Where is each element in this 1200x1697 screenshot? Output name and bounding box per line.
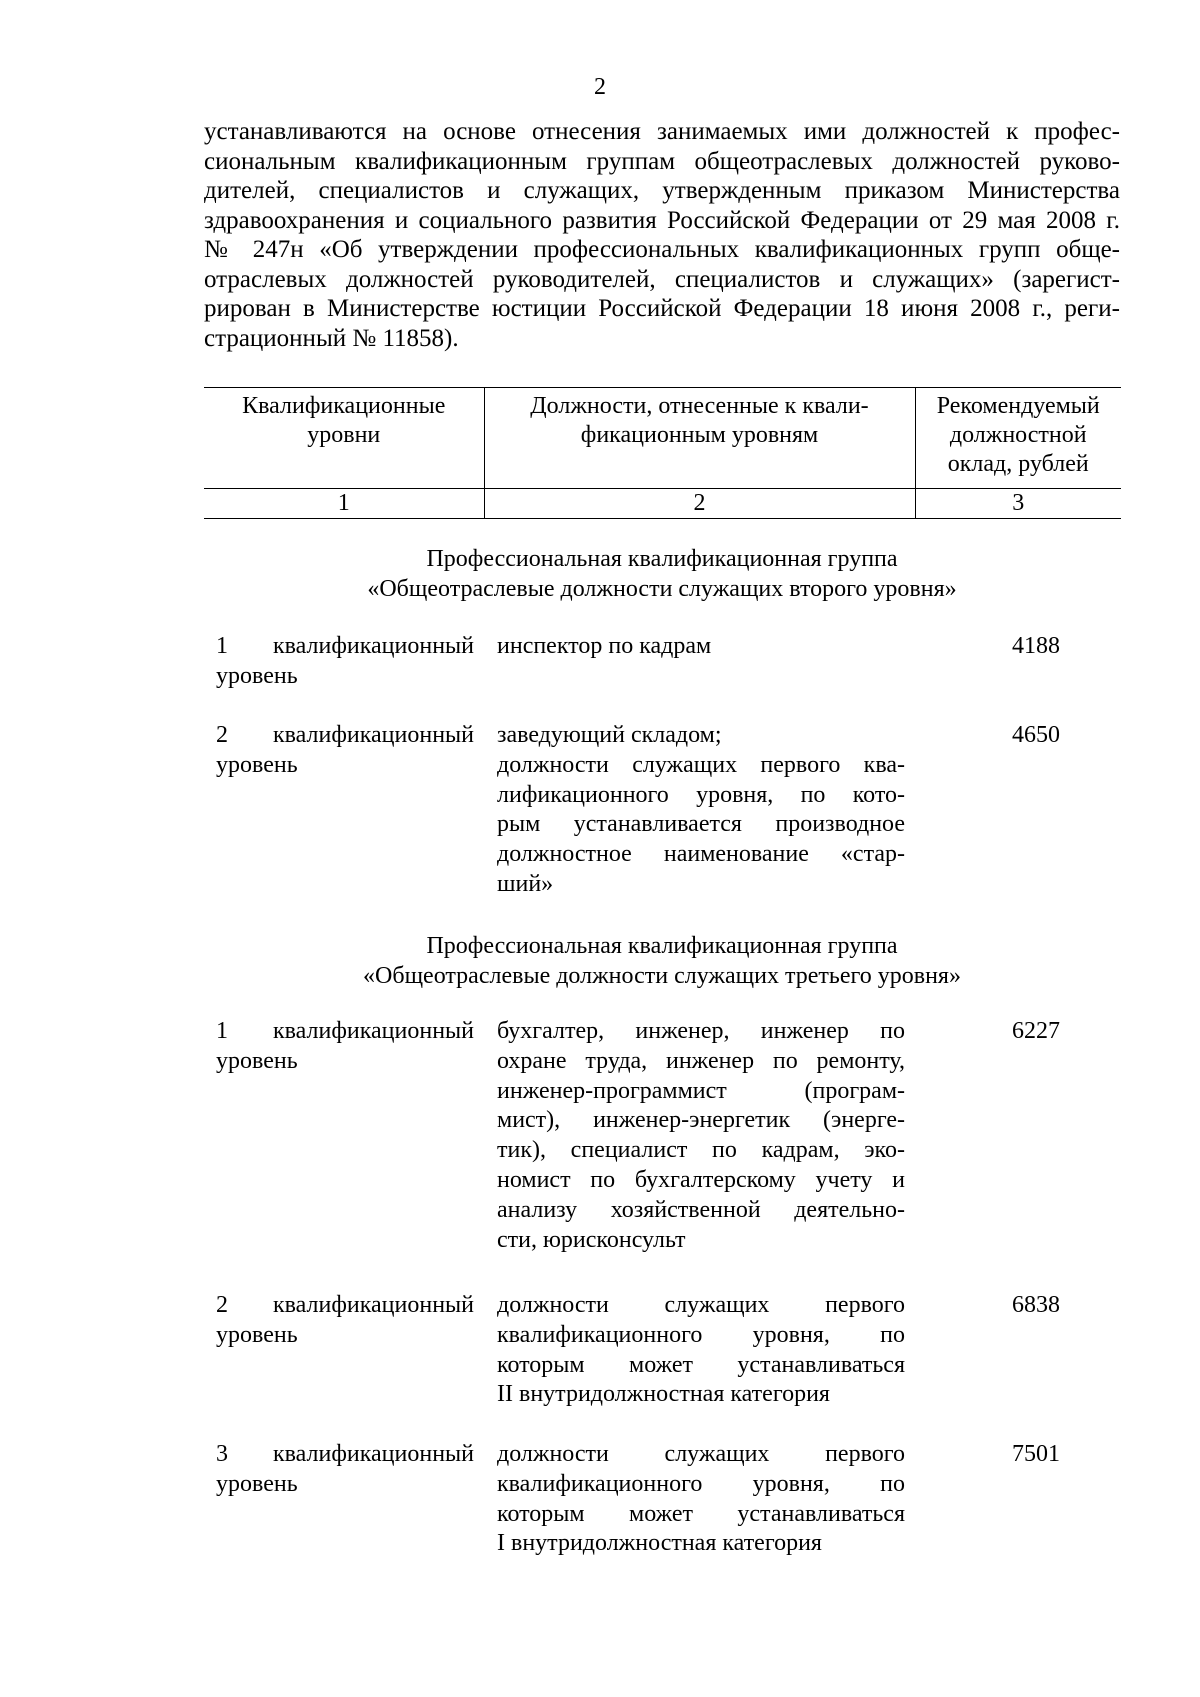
- group-title-line: «Общеотраслевые должности служащих второго уровня»: [367, 576, 957, 602]
- positions-cell: [497, 1017, 905, 1255]
- intro-line: устанавливаются на основе отнесения занимаемых ими должностей к профес-: [204, 118, 1120, 145]
- header-levels: [204, 388, 484, 489]
- positions-cell: [497, 1291, 905, 1410]
- level-line: уровень: [216, 751, 298, 778]
- position-line: ший»: [497, 870, 554, 897]
- position-line: инспектор по кадрам: [497, 633, 712, 659]
- position-line: номист по бухгалтерскому учету и: [497, 1166, 905, 1193]
- intro-line: № 247н «Об утверждении профессиональных квалификационных групп обще-: [204, 236, 1120, 263]
- intro-line: отраслевых должностей руководителей, специалистов и служащих» (зарегист-: [204, 265, 1120, 293]
- table-header: [204, 387, 1121, 519]
- header-line: должностной: [949, 422, 1087, 448]
- level-line: 2 квалификационный: [216, 722, 474, 748]
- position-line: должности служащих первого: [497, 1292, 905, 1318]
- position-line: сти, юрисконсульт: [497, 1226, 686, 1253]
- position-line: инженер-программист (програм-: [497, 1077, 905, 1104]
- header-line: Квалификационные: [242, 393, 446, 419]
- level-line: уровень: [216, 662, 298, 689]
- position-line: I внутридолжностная категория: [497, 1530, 822, 1557]
- position-line: II внутридолжностная категория: [497, 1381, 830, 1408]
- salary-cell: 6838: [1012, 1292, 1060, 1318]
- header-positions: [484, 388, 915, 489]
- column-number: 1: [204, 489, 484, 519]
- group-title-line: Профессиональная квалификационная группа: [426, 933, 898, 959]
- positions-cell: [497, 721, 905, 900]
- page-number: 2: [594, 74, 606, 100]
- header-line: уровни: [307, 422, 381, 448]
- level-cell: [216, 721, 474, 781]
- position-line: рым устанавливается производное: [497, 811, 905, 838]
- positions-cell: [497, 632, 905, 662]
- position-line: квалификационного уровня, по: [497, 1470, 905, 1497]
- salary-cell: 6227: [1012, 1018, 1060, 1044]
- position-line: должностное наименование «стар-: [497, 841, 905, 868]
- position-line: лификационного уровня, по кото-: [497, 781, 905, 808]
- position-line: охране труда, инженер по ремонту,: [497, 1047, 905, 1074]
- intro-line: здравоохранения и социального развития Российской Федерации от 29 мая 2008 г.: [204, 206, 1120, 234]
- intro-line: дителей, специалистов и служащих, утвержденным приказом Министерства: [204, 177, 1120, 204]
- position-line: которым может устанавливаться: [497, 1351, 905, 1378]
- intro-line: страционный № 11858).: [204, 324, 459, 352]
- level-line: 2 квалификационный: [216, 1292, 474, 1318]
- header-line: Рекомендуемый: [936, 393, 1100, 419]
- column-number: 3: [915, 489, 1121, 519]
- position-line: тик), специалист по кадрам, эко-: [497, 1137, 905, 1164]
- level-line: уровень: [216, 1321, 298, 1348]
- positions-cell: [497, 1440, 905, 1559]
- salary-cell: 7501: [1012, 1441, 1060, 1467]
- level-line: 1 квалификационный: [216, 633, 474, 659]
- intro-paragraph: [204, 117, 1120, 353]
- position-line: мист), инженер-энергетик (энерге-: [497, 1107, 905, 1134]
- position-line: должности служащих первого: [497, 1441, 905, 1467]
- salary-cell: 4650: [1012, 722, 1060, 748]
- header-salary: [915, 388, 1121, 489]
- group-title-line: «Общеотраслевые должности служащих третьего уровня»: [363, 963, 961, 989]
- level-cell: [216, 1291, 474, 1351]
- header-line: фикационным уровням: [580, 422, 819, 448]
- group-title: [204, 931, 1120, 991]
- level-line: 1 квалификационный: [216, 1018, 474, 1044]
- header-line: оклад, рублей: [947, 451, 1089, 477]
- position-line: квалификационного уровня, по: [497, 1321, 905, 1348]
- level-cell: [216, 632, 474, 692]
- header-line: Должности, отнесенные к квали-: [530, 393, 869, 419]
- group-title: [204, 544, 1120, 604]
- position-line: заведующий складом;: [497, 722, 722, 748]
- intro-line: рирован в Министерстве юстиции Российской Федерации 18 июня 2008 г., реги-: [204, 295, 1120, 322]
- position-line: бухгалтер, инженер, инженер по: [497, 1018, 905, 1044]
- level-line: уровень: [216, 1470, 298, 1497]
- position-line: которым может устанавливаться: [497, 1500, 905, 1527]
- column-number: 2: [484, 489, 915, 519]
- intro-line: сиональным квалификационным группам общеотраслевых должностей руково-: [204, 147, 1120, 175]
- salary-cell: 4188: [1012, 633, 1060, 659]
- group-title-line: Профессиональная квалификационная группа: [426, 546, 898, 572]
- level-cell: [216, 1017, 474, 1077]
- position-line: должности служащих первого ква-: [497, 751, 905, 778]
- position-line: анализу хозяйственной деятельно-: [497, 1196, 905, 1223]
- level-line: 3 квалификационный: [216, 1441, 474, 1467]
- level-cell: [216, 1440, 474, 1500]
- level-line: уровень: [216, 1047, 298, 1074]
